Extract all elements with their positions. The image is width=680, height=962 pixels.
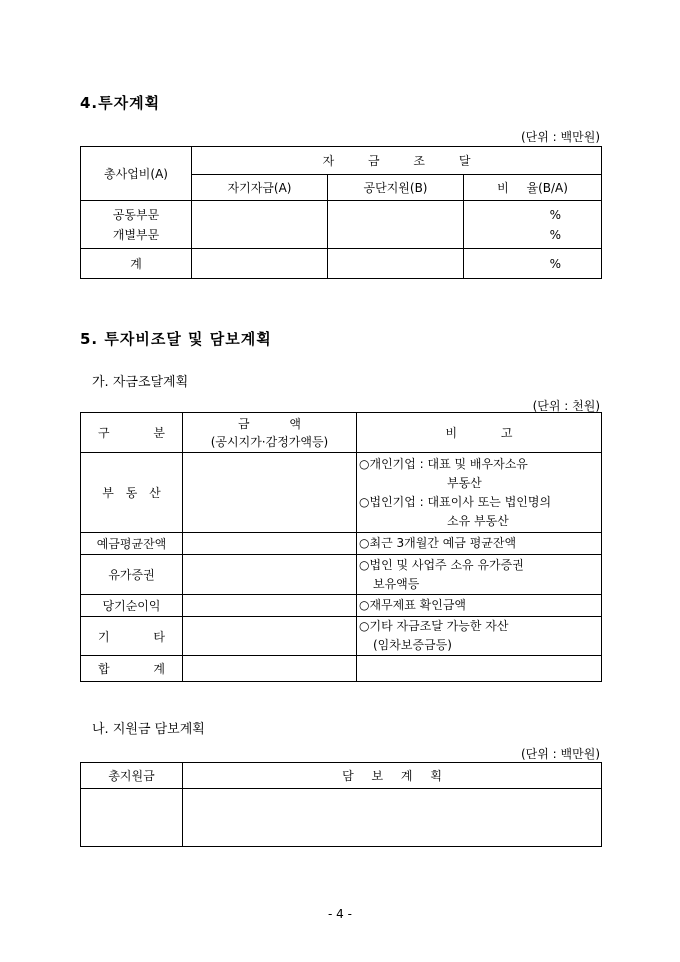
- remark-line: ○기타 자금조달 가능한 자산: [359, 619, 509, 633]
- pct-sum: %: [464, 249, 602, 279]
- ratio-cell: [464, 201, 602, 249]
- remark-cell: [357, 617, 602, 656]
- cell-empty: [183, 595, 357, 617]
- remark-line: ○법인 및 사업주 소유 유가증권: [359, 557, 524, 572]
- remark-line: ○개인기업 : 대표 및 배우자소유: [359, 456, 528, 471]
- section4-unit: (단위 : 백만원): [521, 130, 600, 144]
- section5-title: 5. 투자비조달 및 담보계획: [80, 330, 272, 348]
- remark-cell: [357, 533, 602, 555]
- h-total-support: 총지원금: [81, 763, 183, 789]
- cell-empty: [328, 249, 464, 279]
- cell-empty: [183, 453, 357, 533]
- sub-b-title: 나. 지원금 담보계획: [92, 722, 205, 737]
- col-funding: 자 금 조 달: [192, 147, 602, 175]
- cell-empty: [183, 555, 357, 595]
- cell-empty: [357, 656, 602, 682]
- pct-individual: %: [549, 227, 562, 242]
- cell-empty: [81, 789, 183, 847]
- unit-a: (단위 : 천원): [532, 399, 600, 413]
- unit-b: (단위 : 백만원): [521, 747, 600, 761]
- cell-empty: [183, 656, 357, 682]
- cell-empty: [328, 201, 464, 249]
- page-number: - 4 -: [328, 907, 352, 921]
- remark-line: (임차보증금등): [373, 638, 452, 652]
- remark-line: ○최근 3개월간 예금 평균잔액: [359, 536, 517, 550]
- remark-line: 보유액등: [373, 576, 420, 591]
- cell-empty: [183, 789, 602, 847]
- h-amount: 금 액: [238, 416, 301, 431]
- row-sum: 계: [81, 249, 192, 279]
- sub-a-title: 가. 자금조달계획: [92, 375, 189, 390]
- remark-line: 소유 부동산: [447, 513, 509, 528]
- col-total: 총사업비(A): [81, 147, 192, 201]
- row-label: 부 동 산: [81, 453, 183, 533]
- row-labels-cell: [81, 201, 192, 249]
- section4-title: 4.투자계획: [80, 94, 161, 112]
- investment-table: [80, 146, 602, 279]
- cell-empty: [183, 533, 357, 555]
- funding-table: [80, 412, 602, 682]
- h-remark: 비 고: [357, 413, 602, 453]
- col-own: 자기자금(A): [192, 175, 328, 201]
- pct-common: %: [549, 207, 562, 222]
- collateral-table: [80, 762, 602, 847]
- remark-line: ○법인기업 : 대표이사 또는 법인명의: [359, 494, 552, 509]
- remark-line: ○재무제표 확인금액: [359, 598, 467, 612]
- col-ratio: 비 율(B/A): [464, 175, 602, 201]
- row-label: 당기순이익: [81, 595, 183, 617]
- h-category: 구 분: [81, 413, 183, 453]
- remark-line: 부동산: [447, 475, 482, 490]
- remark-cell: [357, 595, 602, 617]
- row-individual: 개별부문: [112, 227, 160, 242]
- cell-empty: [192, 201, 328, 249]
- remark-cell: [357, 453, 602, 533]
- row-label: 유가증권: [81, 555, 183, 595]
- h-amount-cell: [183, 413, 357, 453]
- row-common: 공동부문: [112, 207, 160, 222]
- col-corp: 공단지원(B): [328, 175, 464, 201]
- cell-empty: [183, 617, 357, 656]
- h-amount-sub: (공시지가·감정가액등): [210, 434, 329, 449]
- row-label: 기 타: [81, 617, 183, 656]
- row-label: 합 계: [81, 656, 183, 682]
- cell-empty: [192, 249, 328, 279]
- row-label: 예금평균잔액: [81, 533, 183, 555]
- h-collateral: 담 보 계 획: [183, 763, 602, 789]
- remark-cell: [357, 555, 602, 595]
